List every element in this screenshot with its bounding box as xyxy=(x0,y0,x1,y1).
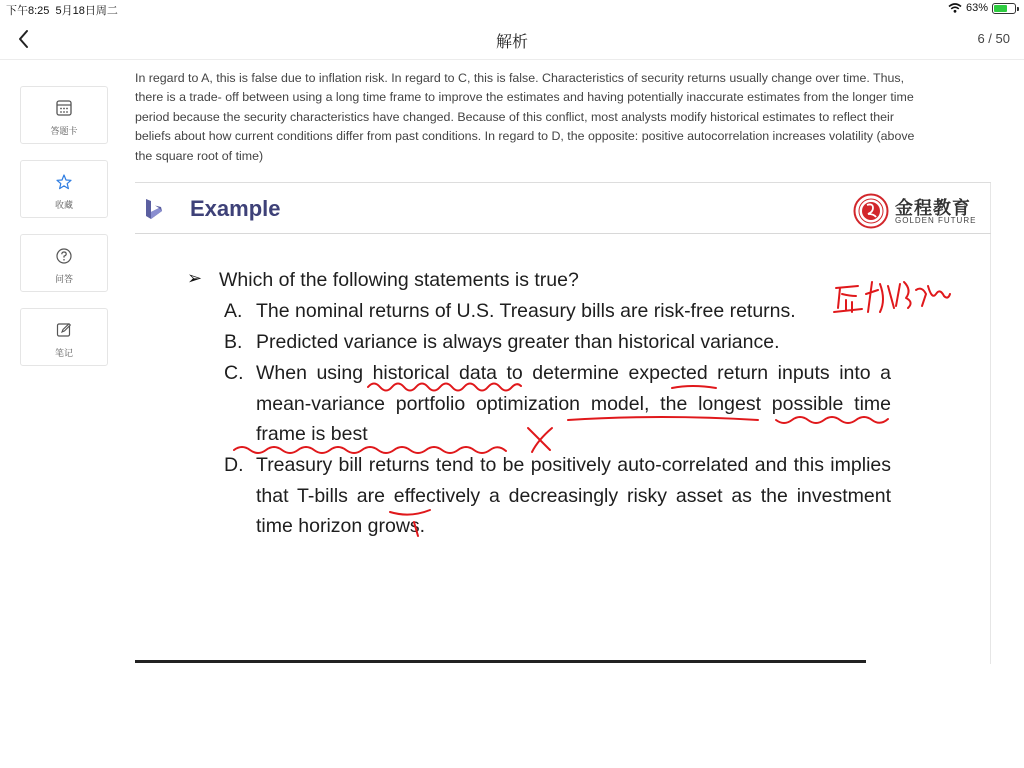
explanation-text xyxy=(135,71,985,172)
sidebar-label: 笔记 xyxy=(54,348,73,358)
explanation-line: beliefs about how current conditions differ from past conditions. In regard to D, the opposite: positive autocorrelation increases volatility (above xyxy=(135,129,915,144)
option-text: Predicted variance is always greater than historical variance. xyxy=(256,331,780,353)
option-letter: C. xyxy=(224,362,244,384)
sidebar-notes-button[interactable] xyxy=(20,308,108,366)
sidebar-qa-button[interactable] xyxy=(20,234,108,292)
note-icon xyxy=(55,321,73,339)
question-icon xyxy=(55,247,73,265)
explanation-line: In regard to A, this is false due to inflation risk. In regard to C, this is false. Characteristics of security returns usually change over time. Thus, xyxy=(135,71,905,85)
page-counter: 6 / 50 xyxy=(977,31,1010,46)
status-bar xyxy=(0,0,1024,18)
option-letter: D. xyxy=(224,454,244,476)
explanation-line: there is a trade- off between using a long time frame to improve the estimates and having potentially inaccurate estimates from the longer time xyxy=(135,90,914,105)
status-date-text: 5月18日周二 xyxy=(55,5,118,17)
sidebar-label: 答题卡 xyxy=(50,126,78,136)
wifi-icon xyxy=(948,3,962,13)
status-time xyxy=(6,2,118,18)
slide-header xyxy=(135,182,991,234)
option-text: Treasury bill returns tend to be positively auto-correlated and this implies that T-bills are effectively a decreasingly risky asset as the investment time horizon grows. xyxy=(256,454,891,538)
arrow-bullet-icon: ➢ xyxy=(187,268,203,288)
status-time-text: 下午8:25 xyxy=(6,5,50,17)
sidebar-label: 收藏 xyxy=(54,200,73,210)
battery-percent: 63% xyxy=(965,2,988,14)
slide-bottom-rule xyxy=(135,660,866,663)
battery-tip xyxy=(1017,7,1019,11)
sidebar-answer-sheet-button[interactable] xyxy=(20,86,108,144)
brand-subtitle: GOLDEN FUTURE xyxy=(895,216,977,225)
sidebar-favorite-button[interactable] xyxy=(20,160,108,218)
explanation-line: the square root of time) xyxy=(135,148,264,163)
brand-seal-icon xyxy=(853,193,889,229)
star-icon xyxy=(55,173,73,191)
example-title: Example xyxy=(190,196,281,221)
slide-image xyxy=(135,182,991,664)
option-text: The nominal returns of U.S. Treasury bills are risk-free returns. xyxy=(256,300,796,322)
battery-icon xyxy=(992,3,1016,14)
battery-fill xyxy=(994,5,1007,12)
status-right xyxy=(948,2,1016,14)
option-letter: B. xyxy=(224,331,243,353)
explanation-line: period because the security characteristics have changed. Because of this conflict, most analysts modify historical estimates to reflect their xyxy=(135,109,894,124)
sidebar-label: 问答 xyxy=(54,274,73,284)
option-letter: A. xyxy=(224,300,243,322)
option-text: When using historical data to determine expected return inputs into a mean-variance portfolio optimization model, the longest possible time frame is best xyxy=(256,362,891,446)
example-logo-icon xyxy=(143,197,165,221)
page-title: 解析 xyxy=(495,34,528,51)
nav-bar xyxy=(0,18,1024,60)
answer-sheet-icon xyxy=(55,99,73,117)
brand-name: 金程教育 xyxy=(895,198,971,218)
question-text: Which of the following statements is true? xyxy=(219,269,579,291)
